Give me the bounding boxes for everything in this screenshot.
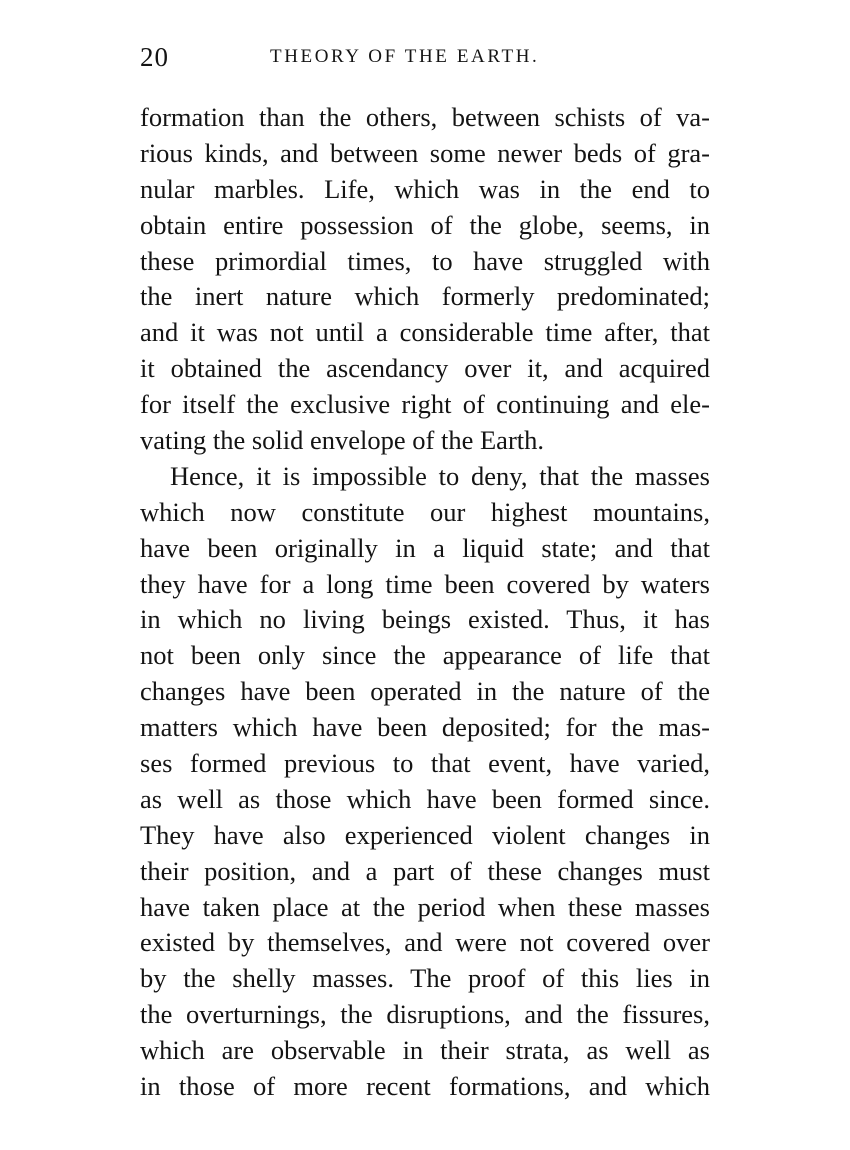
text-line: matters which have been deposited; for the mas-	[140, 712, 710, 743]
text-line: the inert nature which formerly predominated;	[140, 281, 710, 312]
running-title: THEORY OF THE EARTH.	[270, 46, 540, 67]
text-line: which now constitute our highest mountains,	[140, 496, 710, 527]
text-line: formation than the others, between schists of va-	[140, 102, 710, 132]
text-line: in which no living beings existed. Thus, it has	[140, 604, 710, 635]
text-line: for itself the exclusive right of continuing and ele-	[140, 389, 710, 420]
paragraph-start-line: Hence, it is impossible to deny, that the masses	[170, 460, 710, 491]
text-line: in those of more recent formations, and which	[140, 1071, 710, 1102]
text-line: existed by themselves, and were not covered over	[140, 927, 710, 958]
text-line: changes have been operated in the nature of the	[140, 676, 710, 707]
text-line: have taken place at the period when these masses	[140, 891, 710, 922]
text-line: have been originally in a liquid state; and that	[140, 532, 710, 563]
text-line: they have for a long time been covered by waters	[140, 568, 710, 599]
text-line: They have also experienced violent changes in	[140, 819, 710, 850]
text-line: which are observable in their strata, as well as	[140, 1035, 710, 1066]
text-line: by the shelly masses. The proof of this lies in	[140, 963, 710, 994]
text-line: not been only since the appearance of life that	[140, 640, 710, 671]
paragraph-end-line: vating the solid envelope of the Earth.	[140, 425, 545, 456]
text-line: rious kinds, and between some newer beds of gra-	[140, 137, 710, 168]
running-head	[140, 42, 710, 78]
body-text	[140, 100, 710, 1105]
text-line: obtain entire possession of the globe, seems, in	[140, 209, 710, 240]
text-line: as well as those which have been formed since.	[140, 783, 710, 814]
text-line: their position, and a part of these changes must	[140, 855, 710, 886]
text-line: these primordial times, to have struggled with	[140, 245, 710, 276]
text-line: the overturnings, the disruptions, and the fissures,	[140, 999, 710, 1030]
text-line: nular marbles. Life, which was in the end to	[140, 173, 710, 204]
text-line: and it was not until a considerable time after, that	[140, 317, 710, 348]
page-number: 20	[140, 42, 169, 72]
text-line: ses formed previous to that event, have varied,	[140, 748, 710, 779]
text-line: it obtained the ascendancy over it, and acquired	[140, 353, 710, 384]
